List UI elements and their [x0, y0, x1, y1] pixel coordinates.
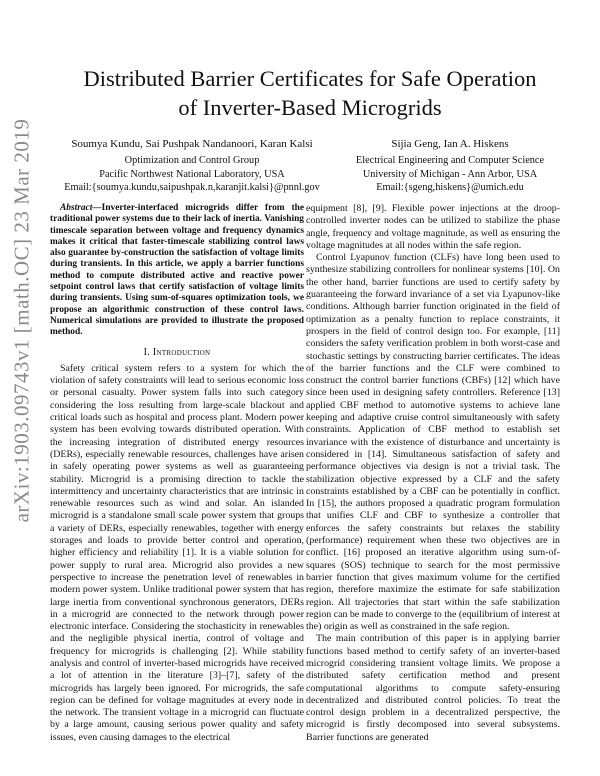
paper-title	[50, 64, 570, 122]
abstract	[50, 203, 304, 339]
arxiv-stamp-text: arXiv:1903.09743v1 [math.OC] 23 Mar 2019	[9, 118, 34, 522]
intro-paragraph-3: The main contribution of this paper is in applying barrier functions based method to certify safety of an inverter-based microgrid considering transient voltage limits. We propose a distributed safety certification method and present computational algorithms to compute safety-ensuring decentralized and distributed control policies. To treat the control design problem in a decentralized perspective, the microgrid is firstly decomposed into several subsystems. Barrier functions are generated	[306, 633, 560, 743]
abstract-text: —Inverter-interfaced microgrids differ from the traditional power systems due to their lack of inertia. Vanishing timescale separation between voltage and frequency dynamics makes it critical that faster-timescale stabilizing control laws also guarantee by-construction the satisfaction of voltage limits during transients. In this article, we apply a barrier functions method to compute distributed active and reactive power setpoint control laws that certify satisfaction of voltage limits during transients. Using sum-of-squares optimization tools, we propose an algorithmic construction of these control laws. Numerical simulations are provided to illustrate the proposed method.	[50, 203, 304, 338]
author-email-right: Email:{sgeng,hiskens}@umich.edu	[376, 182, 524, 194]
arxiv-stamp	[2, 70, 42, 570]
author-org-left: Pacific Northwest National Laboratory, USA	[99, 168, 285, 180]
author-names-left: Soumya Kundu, Sai Pushpak Nandanoori, Karan Kalsi	[71, 138, 313, 150]
author-dept-left: Optimization and Control Group	[124, 154, 260, 166]
intro-paragraph-continued: equipment [8], [9]. Flexible power injections at the droop-controlled inverter nodes can be utilized to stabilize the phase angle, frequency and voltage magnitude, as well as ensuring the voltage magnitudes at all nodes within the safe region.	[306, 203, 560, 251]
intro-paragraph-2: Control Lyapunov function (CLFs) have long been used to synthesize stabilizing controllers for nonlinear systems [10]. On the other hand, barrier functions are used to certify safety by guaranteeing the forward invariance of a set via Lyapunov-like conditions. Although barrier function originated in the field of optimization as a penalty function to replace constraints, it prospers in the field of control design too. For example, [11] considers the safety verification problem in both worst-case and stochastic settings by constructing barrier certificates. The ideas of the barrier functions and the CLF were combined to construct the control barrier functions (CBFs) [12] which have since been used in designing safety controllers. Reference [13] applied CBF method to automotive systems to achieve lane keeping and adaptive cruise control simultaneously with safety constraints. Application of CBF method to establish set invariance with the existence of disturbance and uncertainty is considered in [14]. Simultaneous satisfaction of safety and performance objectives via design is not a trivial task. The stabilization objective expressed by a CLF and the safety constraints established by a CBF can be potentially in conflict. In [15], the authors proposed a quadratic program formulation that unifies CLF and CBF to synthesize a controller that enforces the safety constraints but relaxes the stability (performance) requirement when these two objectives are in conflict. [16] proposed an iterative algorithm using sum-of-squares (SOS) technique to search for the most permissive barrier function that gives maximum volume for the certified region, therefore maximize the estimate for safe stabilization region. All trajectories that start within the safe stabilization region can be made to converge to the (equilibrium of interest at the) origin as well as constrained in the safe region.	[306, 252, 561, 633]
title-line-1: Distributed Barrier Certificates for Safe Operation	[83, 66, 537, 91]
abstract-label: Abstract	[60, 203, 93, 213]
author-block-right	[330, 138, 570, 195]
author-block-left	[56, 138, 328, 195]
section-heading-introduction: I. Introduction	[143, 346, 211, 358]
column-right	[306, 203, 560, 744]
column-left	[50, 203, 304, 744]
author-org-right: University of Michigan - Ann Arbor, USA	[362, 168, 538, 180]
intro-paragraph-1: Safety critical system refers to a system for which the violation of safety constraints will lead to serious economic loss or personal casualty. Power system falls into such category considering the loss resulting from large-scale blackout and critical loads such as hospital and process plant. Modern power system has been evolving towards distributed operation. With the increasing integration of distributed energy resources (DERs), especially renewable resources, challenges have arisen in safely operating power systems as well as guaranteeing stability. Microgrid is a promising direction to tackle the intermittency and uncertainty characteristics that are intrinsic in renewable resources such as wind and solar. An islanded microgrid is a standalone small scale power system that groups a variety of DERs, especially renewables, together with energy storages and loads to provide better control and operation, higher efficiency and reliability [1]. It is a viable solution for power supply to rural area. Microgrid also provides a new perspective to increase the penetration level of renewables in modern power system. Unlike traditional power system that has large inertia from conventional synchronous generators, DERs in a microgrid are connected to the network through power electronic interface. Considering the stochasticity in renewables and the negligible physical inertia, control of voltage and frequency for microgrids is challenging [2]. While stability analysis and control of inverter-based microgrids have received a lot of attention in the literature [3]–[7], safety of the microgrids has largely been ignored. For microgrids, the safe region can be defined for voltage magnitudes at every node in the network. The transient voltage in a microgrid can fluctuate by a large amount, causing serious power quality and safety issues, even causing damages to the electrical	[50, 362, 304, 743]
author-dept-right: Electrical Engineering and Computer Science	[355, 154, 545, 166]
author-names-right: Sijia Geng, Ian A. Hiskens	[391, 138, 509, 150]
title-line-2: of Inverter-Based Microgrids	[178, 95, 442, 120]
author-email-left: Email:{soumya.kundu,saipushpak.n,karanjit.kalsi}@pnnl.gov	[64, 182, 320, 194]
